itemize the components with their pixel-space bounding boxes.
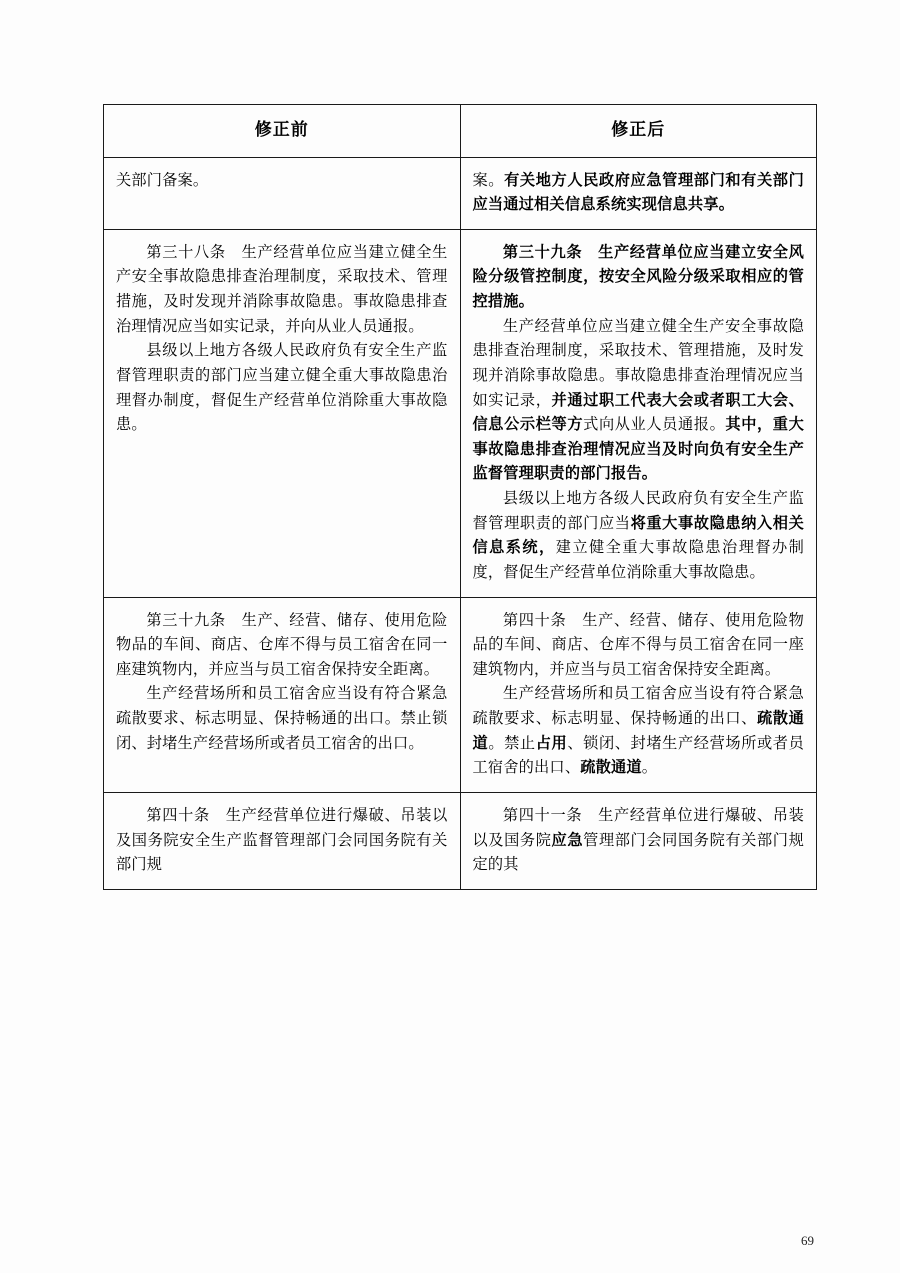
body-text: 生产经营场所和员工宿舍应当设有符合紧急疏散要求、标志明显、保持畅通的出口。禁止锁闭、封堵生产经营场所或者员工宿舍的出口。 xyxy=(116,684,448,752)
table-row xyxy=(104,229,817,597)
cell-before xyxy=(104,597,461,792)
body-text: 生产经营单位应当建立健全生产安全事故隐患排查治理制度，采取技术、管理措施，及时发现并消除事故隐患。事故隐患排查治理情况应当如实记录， xyxy=(472,316,804,409)
paragraph xyxy=(473,803,805,877)
body-text: 向从业人员通报。 xyxy=(598,415,726,434)
paragraph xyxy=(116,240,448,339)
body-text: 生产经营场所和员工宿舍应当设有符合紧急疏散要求、标志明显、保持畅通的出口、 xyxy=(472,684,804,728)
paragraph xyxy=(473,168,805,217)
amended-text: 其中，重大事故隐患排查治理情况应当及时向负有安全生产监督管理职责的部门报告。 xyxy=(472,415,804,483)
body-text: 第四十条 生产经营单位进行爆破、吊装以及国务院安全生产监督管理部门会同国务院有关部门规 xyxy=(116,805,448,874)
amended-text: 疏散通道 xyxy=(472,709,804,752)
column-header-after xyxy=(460,105,817,158)
paragraph xyxy=(116,681,448,755)
amended-text: 并通过职工代表大会或者职工大会、信息公示栏等方 xyxy=(472,390,805,434)
body-text: 关部门备案。 xyxy=(116,170,209,189)
table-header-row xyxy=(104,105,817,158)
table-row xyxy=(104,597,817,792)
body-text: 县级以上地方各级人民政府负有安全生产监督管理职责的部门应当建立健全重大事故隐患治理督办制度，督促生产经营单位消除重大事故隐患。 xyxy=(116,341,448,434)
body-text: 管理部门会同国务院有关部门规定的其 xyxy=(472,830,804,874)
body-text: 。禁止 xyxy=(488,733,536,752)
amended-text: 第三十九条 生产经营单位应当建立 xyxy=(502,242,757,261)
paragraph xyxy=(473,681,805,780)
cell-after xyxy=(460,157,817,229)
body-text: 第四十一条 生产经营单位进行爆破、吊装以及国务院 xyxy=(472,805,804,849)
paragraph xyxy=(473,240,805,314)
table-body xyxy=(104,157,817,889)
table-head xyxy=(104,105,817,158)
cell-before xyxy=(104,157,461,229)
body-text: 案。 xyxy=(472,170,505,189)
paragraph xyxy=(116,608,448,682)
column-header-before xyxy=(104,105,461,158)
body-text: 、锁闭、封堵生产经营场所或者员工宿舍的出口、 xyxy=(472,733,804,777)
table-row xyxy=(104,157,817,229)
body-text: 建立健全重大事故隐患治理督办制度，督促生产经营单位消除重大事故隐患。 xyxy=(472,538,804,581)
cell-after xyxy=(460,229,817,597)
comparison-table xyxy=(103,104,817,890)
paragraph xyxy=(473,486,805,585)
body-text: 。 xyxy=(641,758,658,777)
column-header-after-label: 修正后 xyxy=(611,120,666,140)
column-header-before-label: 修正前 xyxy=(254,120,309,140)
body-text: 第三十九条 生产、经营、储存、使用危险物品的车间、商店、仓库不得与员工宿舍在同一座建筑物内，并应当与员工宿舍保持安全距离。 xyxy=(116,610,448,678)
amended-text: 安全风险分级管控制度，按安全风险分级采取相应的管控措施。 xyxy=(472,242,804,311)
body-text: 第四十条 生产、经营、储存、使用危险物品的车间、商店、仓库不得与员工宿舍在同一座建筑物内，并应当与员工宿舍保持安全距离。 xyxy=(472,610,804,678)
cell-before xyxy=(104,792,461,889)
body-text: 式 xyxy=(583,415,599,434)
paragraph xyxy=(116,168,448,193)
amended-text: 疏散通道 xyxy=(580,758,642,777)
page-number: 69 xyxy=(801,1233,814,1248)
paragraph xyxy=(116,338,448,437)
paragraph xyxy=(473,314,805,486)
amended-text: 占用 xyxy=(535,733,568,752)
paragraph xyxy=(473,608,805,682)
cell-before xyxy=(104,229,461,597)
amended-text: 有关地方人民政府应急管理部门和有关部门应当通过相关信息系统实现信息共享。 xyxy=(472,170,804,214)
amended-text: 应急 xyxy=(551,830,584,849)
table-row xyxy=(104,792,817,889)
cell-after xyxy=(460,597,817,792)
amended-text: 将重大事故隐患纳入相关信息系统， xyxy=(472,513,805,557)
body-text: 第三十八条 生产经营单位应当建立健全生产安全事故隐患排查治理制度，采取技术、管理措施，及时发现并消除事故隐患。事故隐患排查治理情况应当如实记录，并向从业人员通报。 xyxy=(116,242,448,335)
body-text: 县级以上地方各级人民政府负有安全生产监督管理职责的部门应当 xyxy=(472,489,804,532)
cell-after xyxy=(460,792,817,889)
paragraph xyxy=(116,803,448,877)
